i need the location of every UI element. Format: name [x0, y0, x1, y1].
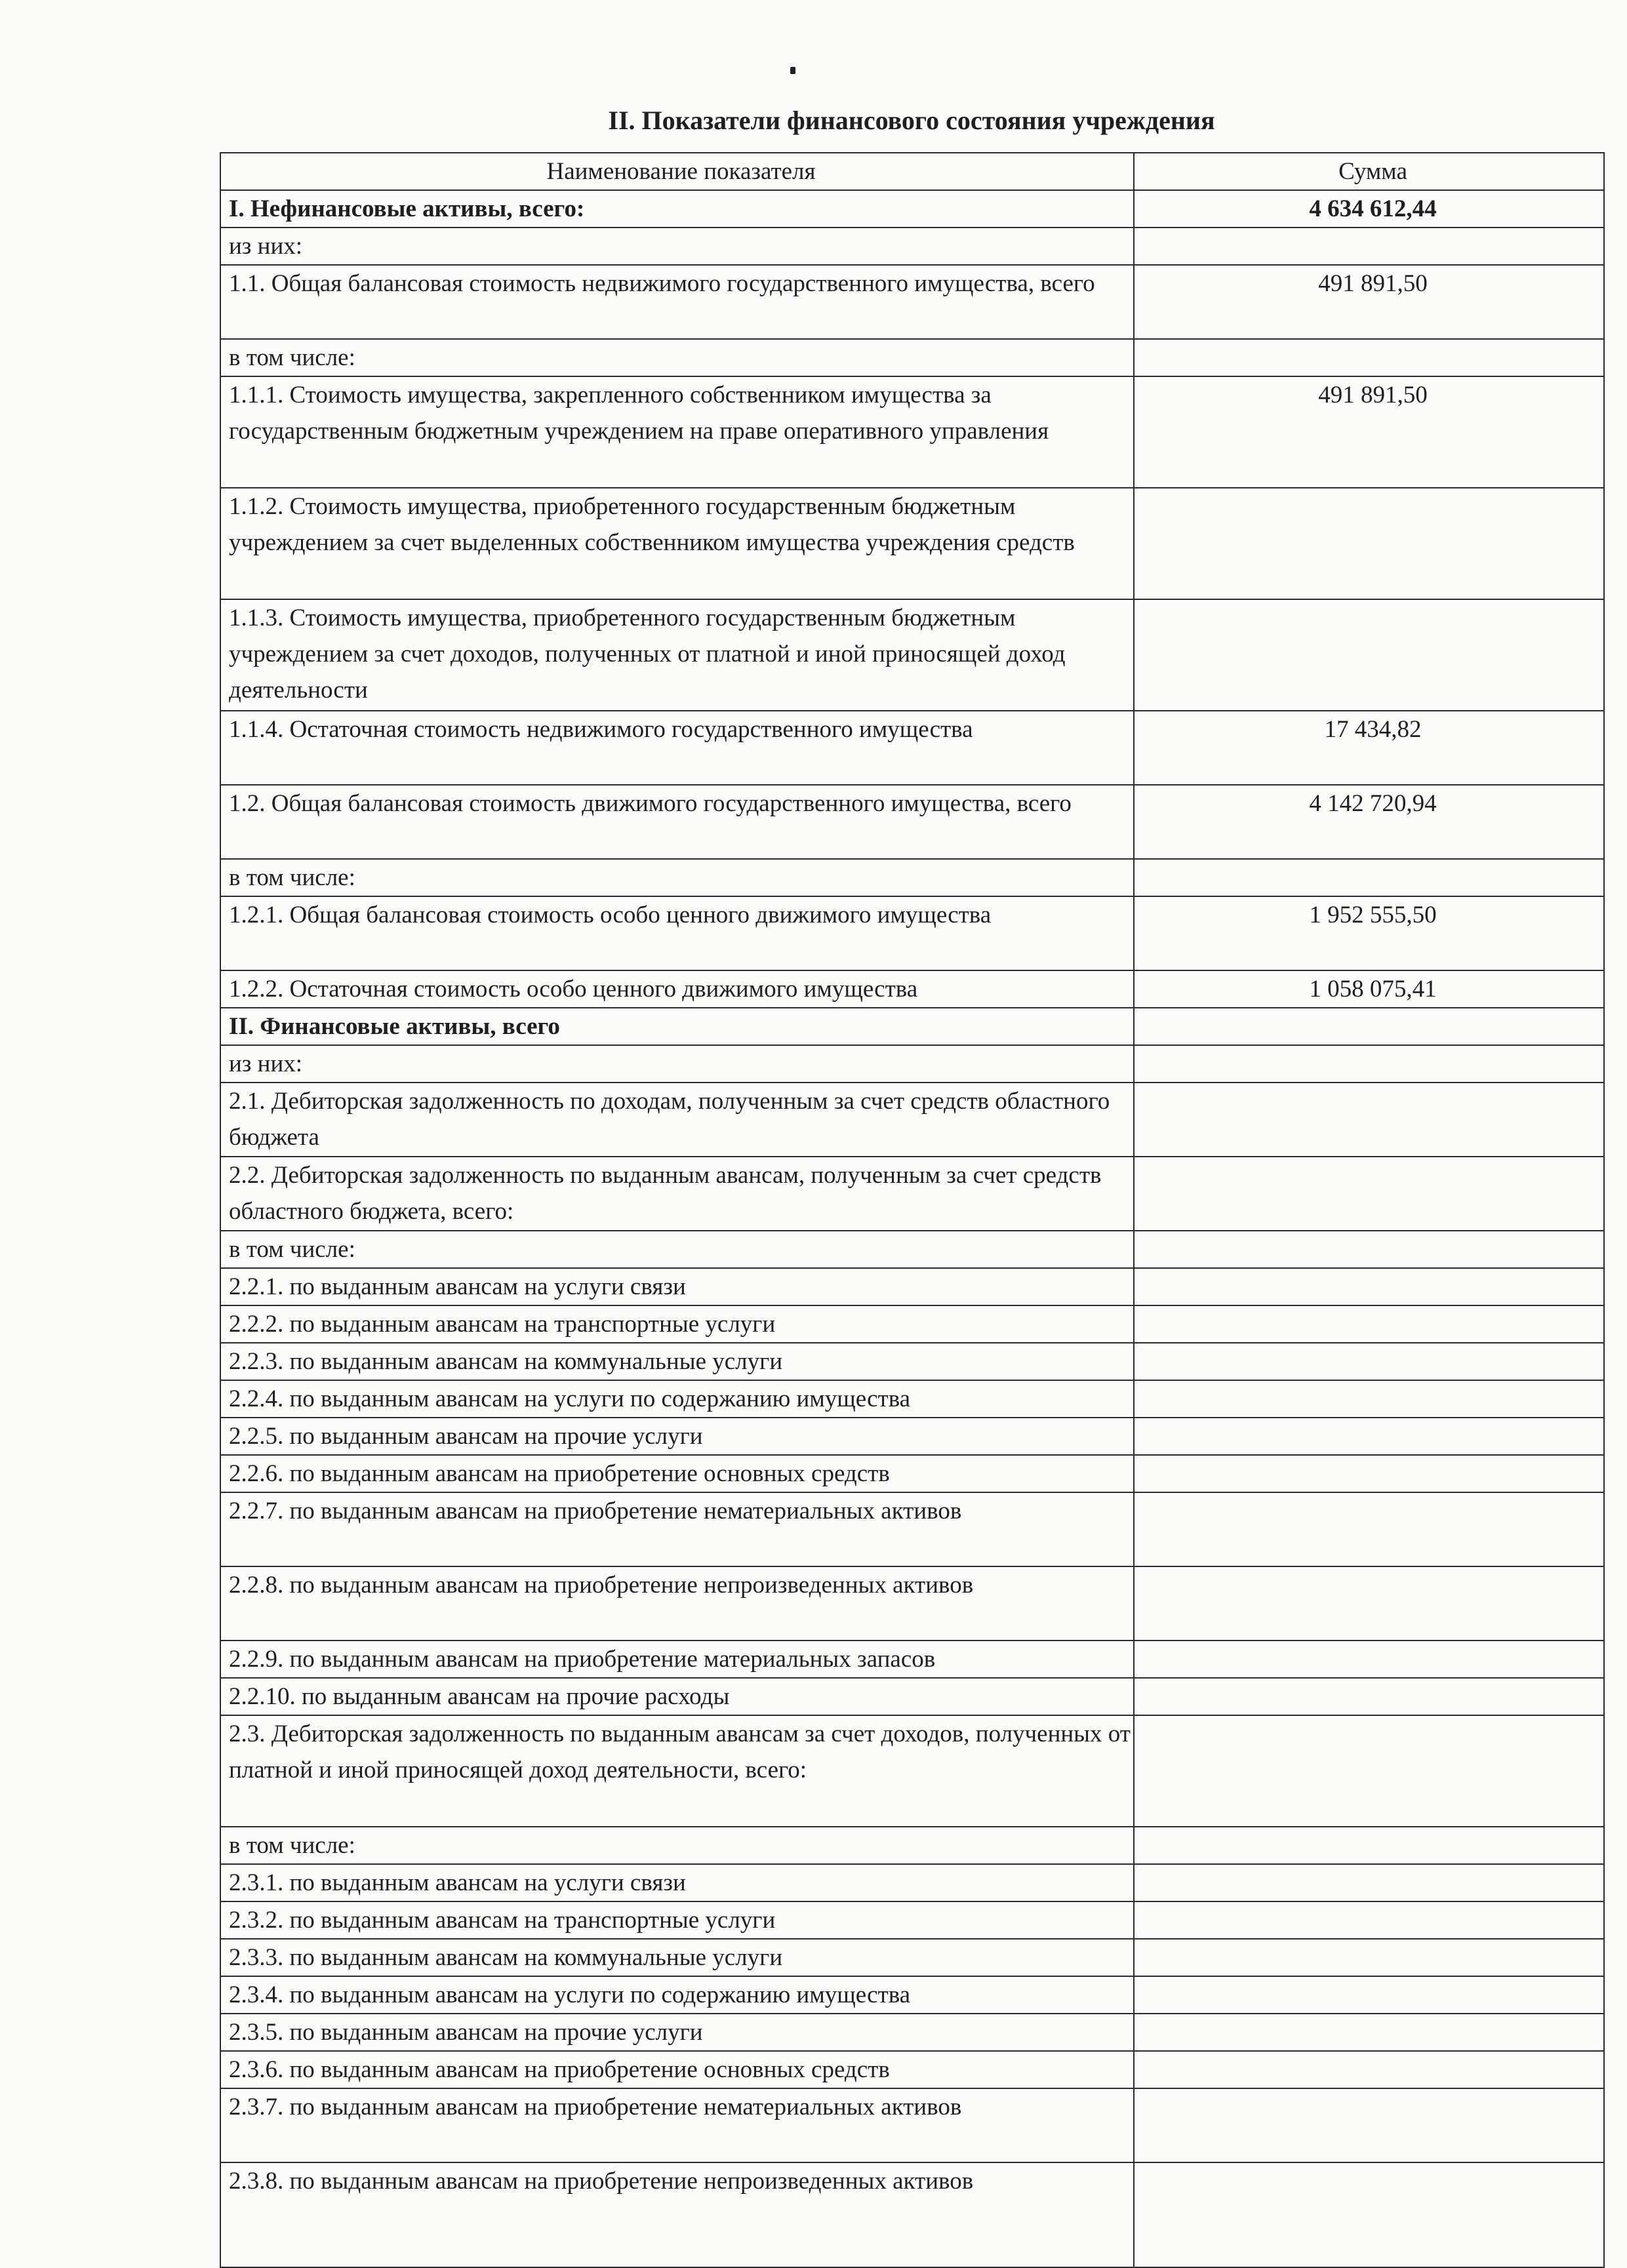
- table-row: [220, 1492, 1604, 1566]
- indicator-name: 1.2.1. Общая балансовая стоимость особо ценного движимого имущества: [220, 896, 1134, 970]
- indicator-sum: [1134, 1008, 1604, 1045]
- table-row: [220, 1901, 1604, 1939]
- indicator-sum: [1134, 1901, 1604, 1939]
- indicator-name: 1.1.2. Стоимость имущества, приобретенного государственным бюджетным учреждением за счет выделенных собственником имущества учреждения средств: [220, 488, 1134, 599]
- indicator-name: 2.3.3. по выданным авансам на коммунальные услуги: [220, 1939, 1134, 1976]
- indicator-name: из них:: [220, 1045, 1134, 1083]
- indicator-name: 2.3.4. по выданным авансам на услуги по содержанию имущества: [220, 1976, 1134, 2014]
- column-header-sum: Сумма: [1134, 153, 1604, 190]
- indicator-sum: [1134, 1157, 1604, 1231]
- table-row: [220, 1827, 1604, 1864]
- indicator-name: в том числе:: [220, 859, 1134, 896]
- indicator-sum: [1134, 488, 1604, 599]
- indicator-sum: [1134, 1715, 1604, 1827]
- table-row: [220, 2014, 1604, 2051]
- indicator-sum: [1134, 1641, 1604, 1678]
- indicator-sum: [1134, 1083, 1604, 1157]
- indicator-sum: [1134, 1380, 1604, 1418]
- stray-mark: [790, 67, 795, 74]
- table-row: [220, 1305, 1604, 1343]
- table-row: [220, 2162, 1604, 2267]
- table-row: [220, 2088, 1604, 2162]
- indicator-sum: 4 142 720,94: [1134, 785, 1604, 859]
- table-row: [220, 1418, 1604, 1455]
- indicator-name: 2.3.5. по выданным авансам на прочие услуги: [220, 2014, 1134, 2051]
- indicator-name: II. Финансовые активы, всего: [220, 1008, 1134, 1045]
- table-row: [220, 339, 1604, 376]
- table-header-row: [220, 153, 1604, 190]
- table-row: [220, 190, 1604, 228]
- indicator-sum: [1134, 1343, 1604, 1380]
- indicator-name: 2.3.7. по выданным авансам на приобретение нематериальных активов: [220, 2088, 1134, 2162]
- indicator-sum: [1134, 1864, 1604, 1901]
- indicator-name: 2.2. Дебиторская задолженность по выданным авансам, полученным за счет средств областного бюджета, всего:: [220, 1157, 1134, 1231]
- column-header-name: Наименование показателя: [220, 153, 1134, 190]
- table-row: [220, 488, 1604, 599]
- indicator-sum: [1134, 1678, 1604, 1715]
- indicator-name: 2.2.4. по выданным авансам на услуги по содержанию имущества: [220, 1380, 1134, 1418]
- indicator-sum: [1134, 339, 1604, 376]
- table-row: [220, 599, 1604, 711]
- indicator-name: 1.1. Общая балансовая стоимость недвижимого государственного имущества, всего: [220, 265, 1134, 339]
- indicator-name: 1.2. Общая балансовая стоимость движимого государственного имущества, всего: [220, 785, 1134, 859]
- indicator-sum: [1134, 1939, 1604, 1976]
- page-title: II. Показатели финансового состояния учреждения: [608, 106, 1215, 135]
- indicator-sum: [1134, 228, 1604, 265]
- table-row: [220, 265, 1604, 339]
- indicator-name: 2.2.1. по выданным авансам на услуги связи: [220, 1268, 1134, 1305]
- table-row: [220, 711, 1604, 785]
- table-row: [220, 970, 1604, 1008]
- indicator-name: 1.2.2. Остаточная стоимость особо ценного движимого имущества: [220, 970, 1134, 1008]
- table-row: [220, 376, 1604, 488]
- table-row: [220, 1008, 1604, 1045]
- indicator-name: 1.1.1. Стоимость имущества, закрепленного собственником имущества за государственным бюджетным учреждением на праве оперативного управления: [220, 376, 1134, 488]
- indicator-name: 2.2.6. по выданным авансам на приобретение основных средств: [220, 1455, 1134, 1492]
- indicator-sum: [1134, 1268, 1604, 1305]
- indicator-name: 2.3. Дебиторская задолженность по выданным авансам за счет доходов, полученных от платной и иной приносящей доход деятельности, всего:: [220, 1715, 1134, 1827]
- table-row: [220, 1231, 1604, 1268]
- table-row: [220, 1157, 1604, 1231]
- indicator-name: в том числе:: [220, 339, 1134, 376]
- indicator-name: 2.2.8. по выданным авансам на приобретение непроизведенных активов: [220, 1566, 1134, 1641]
- indicator-name: 2.2.7. по выданным авансам на приобретение нематериальных активов: [220, 1492, 1134, 1566]
- indicator-name: 2.2.2. по выданным авансам на транспортные услуги: [220, 1305, 1134, 1343]
- indicator-sum: 491 891,50: [1134, 376, 1604, 488]
- table-row: [220, 1268, 1604, 1305]
- indicator-sum: [1134, 1305, 1604, 1343]
- indicator-sum: 17 434,82: [1134, 711, 1604, 785]
- indicator-sum: 4 634 612,44: [1134, 190, 1604, 228]
- indicator-name: 2.2.5. по выданным авансам на прочие услуги: [220, 1418, 1134, 1455]
- table-row: [220, 1083, 1604, 1157]
- indicator-sum: [1134, 1231, 1604, 1268]
- table-row: [220, 1343, 1604, 1380]
- financial-indicators-table: [220, 152, 1605, 2268]
- indicator-sum: [1134, 1566, 1604, 1641]
- indicator-sum: 1 058 075,41: [1134, 970, 1604, 1008]
- indicator-sum: [1134, 859, 1604, 896]
- table-row: [220, 228, 1604, 265]
- table-row: [220, 1976, 1604, 2014]
- indicator-name: из них:: [220, 228, 1134, 265]
- table-row: [220, 1380, 1604, 1418]
- indicator-name: 2.2.10. по выданным авансам на прочие расходы: [220, 1678, 1134, 1715]
- indicator-sum: [1134, 2162, 1604, 2267]
- indicator-sum: 1 952 555,50: [1134, 896, 1604, 970]
- indicator-name: 2.3.8. по выданным авансам на приобретение непроизведенных активов: [220, 2162, 1134, 2267]
- table-row: [220, 1715, 1604, 1827]
- indicator-name: I. Нефинансовые активы, всего:: [220, 190, 1134, 228]
- indicator-sum: [1134, 1976, 1604, 2014]
- indicator-name: 2.3.6. по выданным авансам на приобретение основных средств: [220, 2051, 1134, 2088]
- indicator-sum: [1134, 2014, 1604, 2051]
- table-row: [220, 1678, 1604, 1715]
- indicator-name: в том числе:: [220, 1231, 1134, 1268]
- table-row: [220, 1939, 1604, 1976]
- indicator-name: 2.1. Дебиторская задолженность по доходам, полученным за счет средств областного бюджета: [220, 1083, 1134, 1157]
- indicator-name: 1.1.3. Стоимость имущества, приобретенного государственным бюджетным учреждением за счет доходов, полученных от платной и иной приносящей доход деятельности: [220, 599, 1134, 711]
- indicator-name: 1.1.4. Остаточная стоимость недвижимого государственного имущества: [220, 711, 1134, 785]
- indicator-sum: 491 891,50: [1134, 265, 1604, 339]
- indicator-name: 2.2.3. по выданным авансам на коммунальные услуги: [220, 1343, 1134, 1380]
- table-row: [220, 1864, 1604, 1901]
- indicator-name: 2.2.9. по выданным авансам на приобретение материальных запасов: [220, 1641, 1134, 1678]
- table-row: [220, 1045, 1604, 1083]
- indicator-name: 2.3.1. по выданным авансам на услуги связи: [220, 1864, 1134, 1901]
- indicator-sum: [1134, 1492, 1604, 1566]
- indicator-name: в том числе:: [220, 1827, 1134, 1864]
- table-row: [220, 859, 1604, 896]
- indicator-sum: [1134, 2088, 1604, 2162]
- indicator-sum: [1134, 1455, 1604, 1492]
- table-row: [220, 785, 1604, 859]
- table-row: [220, 1455, 1604, 1492]
- indicator-name: 2.3.2. по выданным авансам на транспортные услуги: [220, 1901, 1134, 1939]
- indicator-sum: [1134, 2051, 1604, 2088]
- indicator-sum: [1134, 1418, 1604, 1455]
- indicator-sum: [1134, 1045, 1604, 1083]
- table-row: [220, 2051, 1604, 2088]
- table-row: [220, 1641, 1604, 1678]
- indicator-sum: [1134, 599, 1604, 711]
- table-row: [220, 896, 1604, 970]
- indicator-sum: [1134, 1827, 1604, 1864]
- table-row: [220, 1566, 1604, 1641]
